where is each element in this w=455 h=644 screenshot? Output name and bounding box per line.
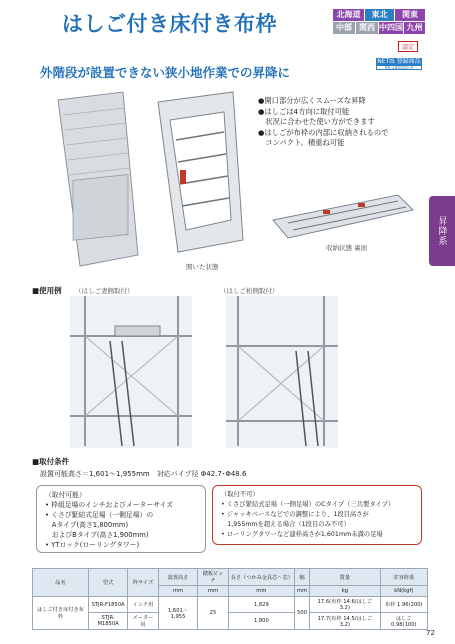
region-chubu: 中部	[333, 22, 355, 34]
region-kanto: 関東	[395, 9, 425, 21]
usage-photo-long-side	[226, 296, 338, 448]
region-kansai: 関西	[356, 22, 378, 34]
feature-line: コンパクト。積重ね可能	[258, 138, 345, 147]
product-name-cell: はしご付き床付き布枠	[33, 597, 89, 630]
load-cell: 布枠 1.96(200)	[380, 597, 427, 613]
usage-right-caption: （はしご桁側取付）	[220, 287, 279, 295]
allowed-line: Aタイプ(高さ1,800mm)	[45, 521, 129, 529]
region-hokkaido: 北海道	[333, 9, 364, 21]
caption-stored: 収納状態 裏面	[326, 244, 368, 252]
unit-cell: kg	[310, 586, 380, 597]
product-photo-open	[28, 90, 248, 275]
feature-line: ●開口部分が広くスムーズな昇降	[258, 96, 366, 105]
feature-line: 状況に合わせた使い方ができます	[258, 117, 375, 126]
header-cell: 質量	[310, 569, 380, 586]
unit-cell: mm	[228, 586, 294, 597]
conditions-heading: ■取付条件	[32, 457, 70, 466]
header-cell: 型式	[88, 569, 127, 597]
page-number: 72	[426, 629, 435, 637]
header-cell: 許容荷重	[380, 569, 427, 586]
width-cell: 500	[295, 597, 310, 630]
usage-left-caption: （はしご妻側取付）	[75, 287, 134, 295]
feature-list	[258, 96, 423, 149]
header-cell: 品名	[33, 569, 89, 597]
table-row	[33, 597, 428, 613]
model-cell: STJR-F1850A	[88, 597, 127, 613]
allowed-line: （取付可能）	[45, 491, 86, 499]
not-allowed-line: • ローリングタワーなど建枠高さが1,601mm未満の足場	[221, 531, 383, 538]
certified-badge: 認定	[398, 41, 418, 52]
unit-cell: mm	[158, 586, 198, 597]
height-cell: 1,601～1,955	[158, 597, 198, 630]
usage-heading: ■使用例	[32, 286, 62, 295]
not-allowed-box	[212, 485, 422, 545]
netis-code: KK-180005-A	[376, 65, 422, 70]
usage-photo-end-side	[70, 296, 192, 448]
table-header-row	[33, 569, 428, 586]
region-kyushu: 九州	[404, 22, 425, 34]
allowed-line: およびBタイプ(高さ1,900mm)	[45, 531, 149, 539]
region-tohoku: 東北	[365, 9, 394, 21]
allowed-box	[36, 485, 206, 553]
length-cell: 1,829	[228, 597, 294, 613]
unit-cell: mm	[198, 586, 228, 597]
weight-cell: 17.6(布枠 14.6/はしご 3.2)	[310, 597, 380, 613]
frame-cell: インチ用	[128, 597, 159, 613]
unit-cell: mm	[295, 586, 310, 597]
caption-open: 開いた状態	[186, 263, 219, 271]
table-row	[33, 613, 428, 630]
spec-table	[32, 568, 428, 630]
region-chushikoku: 中四国	[379, 23, 403, 32]
not-allowed-line: 1,955mmを超える場合（1段目のみ不可）	[221, 521, 350, 528]
netis-label: NETIS 登録商品	[377, 58, 421, 65]
allowed-line: • くさび緊結式足場（一側足場）の	[45, 511, 154, 519]
page-title: はしご付き床付き布枠	[62, 12, 277, 36]
frame-cell: メーター用	[128, 613, 159, 630]
not-allowed-line: （取付不可）	[221, 491, 259, 498]
page-subtitle: 外階段が設置できない狭小地作業での昇降に	[40, 65, 291, 80]
pitch-cell: 25	[198, 597, 228, 630]
header-cell: 幅	[295, 569, 310, 586]
length-cell: 1,800	[228, 613, 294, 630]
not-allowed-line: • ジャッキベースなどでの調整により、1段目高さが	[221, 511, 369, 518]
unit-cell: kN(kgf)	[380, 586, 427, 597]
header-cell: 設置高さ	[158, 569, 198, 586]
category-side-tab[interactable]: 昇降系	[429, 196, 455, 266]
header-cell: 長さ（つかみ金具芯～芯）	[228, 569, 294, 586]
feature-line: ●はしごが布枠の内部に収納されるので	[258, 127, 389, 137]
conditions-range: 設置可能高さ＝1,601～1,955mm 対応パイプ径 Φ42.7･Φ48.6	[40, 470, 247, 478]
allowed-line: • 枠組足場のインチおよびメーターサイズ	[45, 501, 173, 509]
weight-cell: 17.7(布枠 14.5/はしご 3.2)	[310, 613, 380, 630]
header-cell: 踏板ピッチ	[198, 569, 228, 586]
not-allowed-line: • くさび緊結式足場（一側足場）のCタイプ（三共製タイプ）	[221, 501, 395, 508]
product-photo-stored	[268, 190, 418, 242]
allowed-line: • YTロック(ローリングタワー)	[45, 541, 140, 549]
header-cell: 枠サイズ	[128, 569, 159, 597]
load-cell: はしご 0.98(100)	[380, 613, 427, 630]
feature-line: ●はしごは4方向に取付可能	[258, 106, 350, 116]
model-cell: STJR-M1850A	[88, 613, 127, 630]
